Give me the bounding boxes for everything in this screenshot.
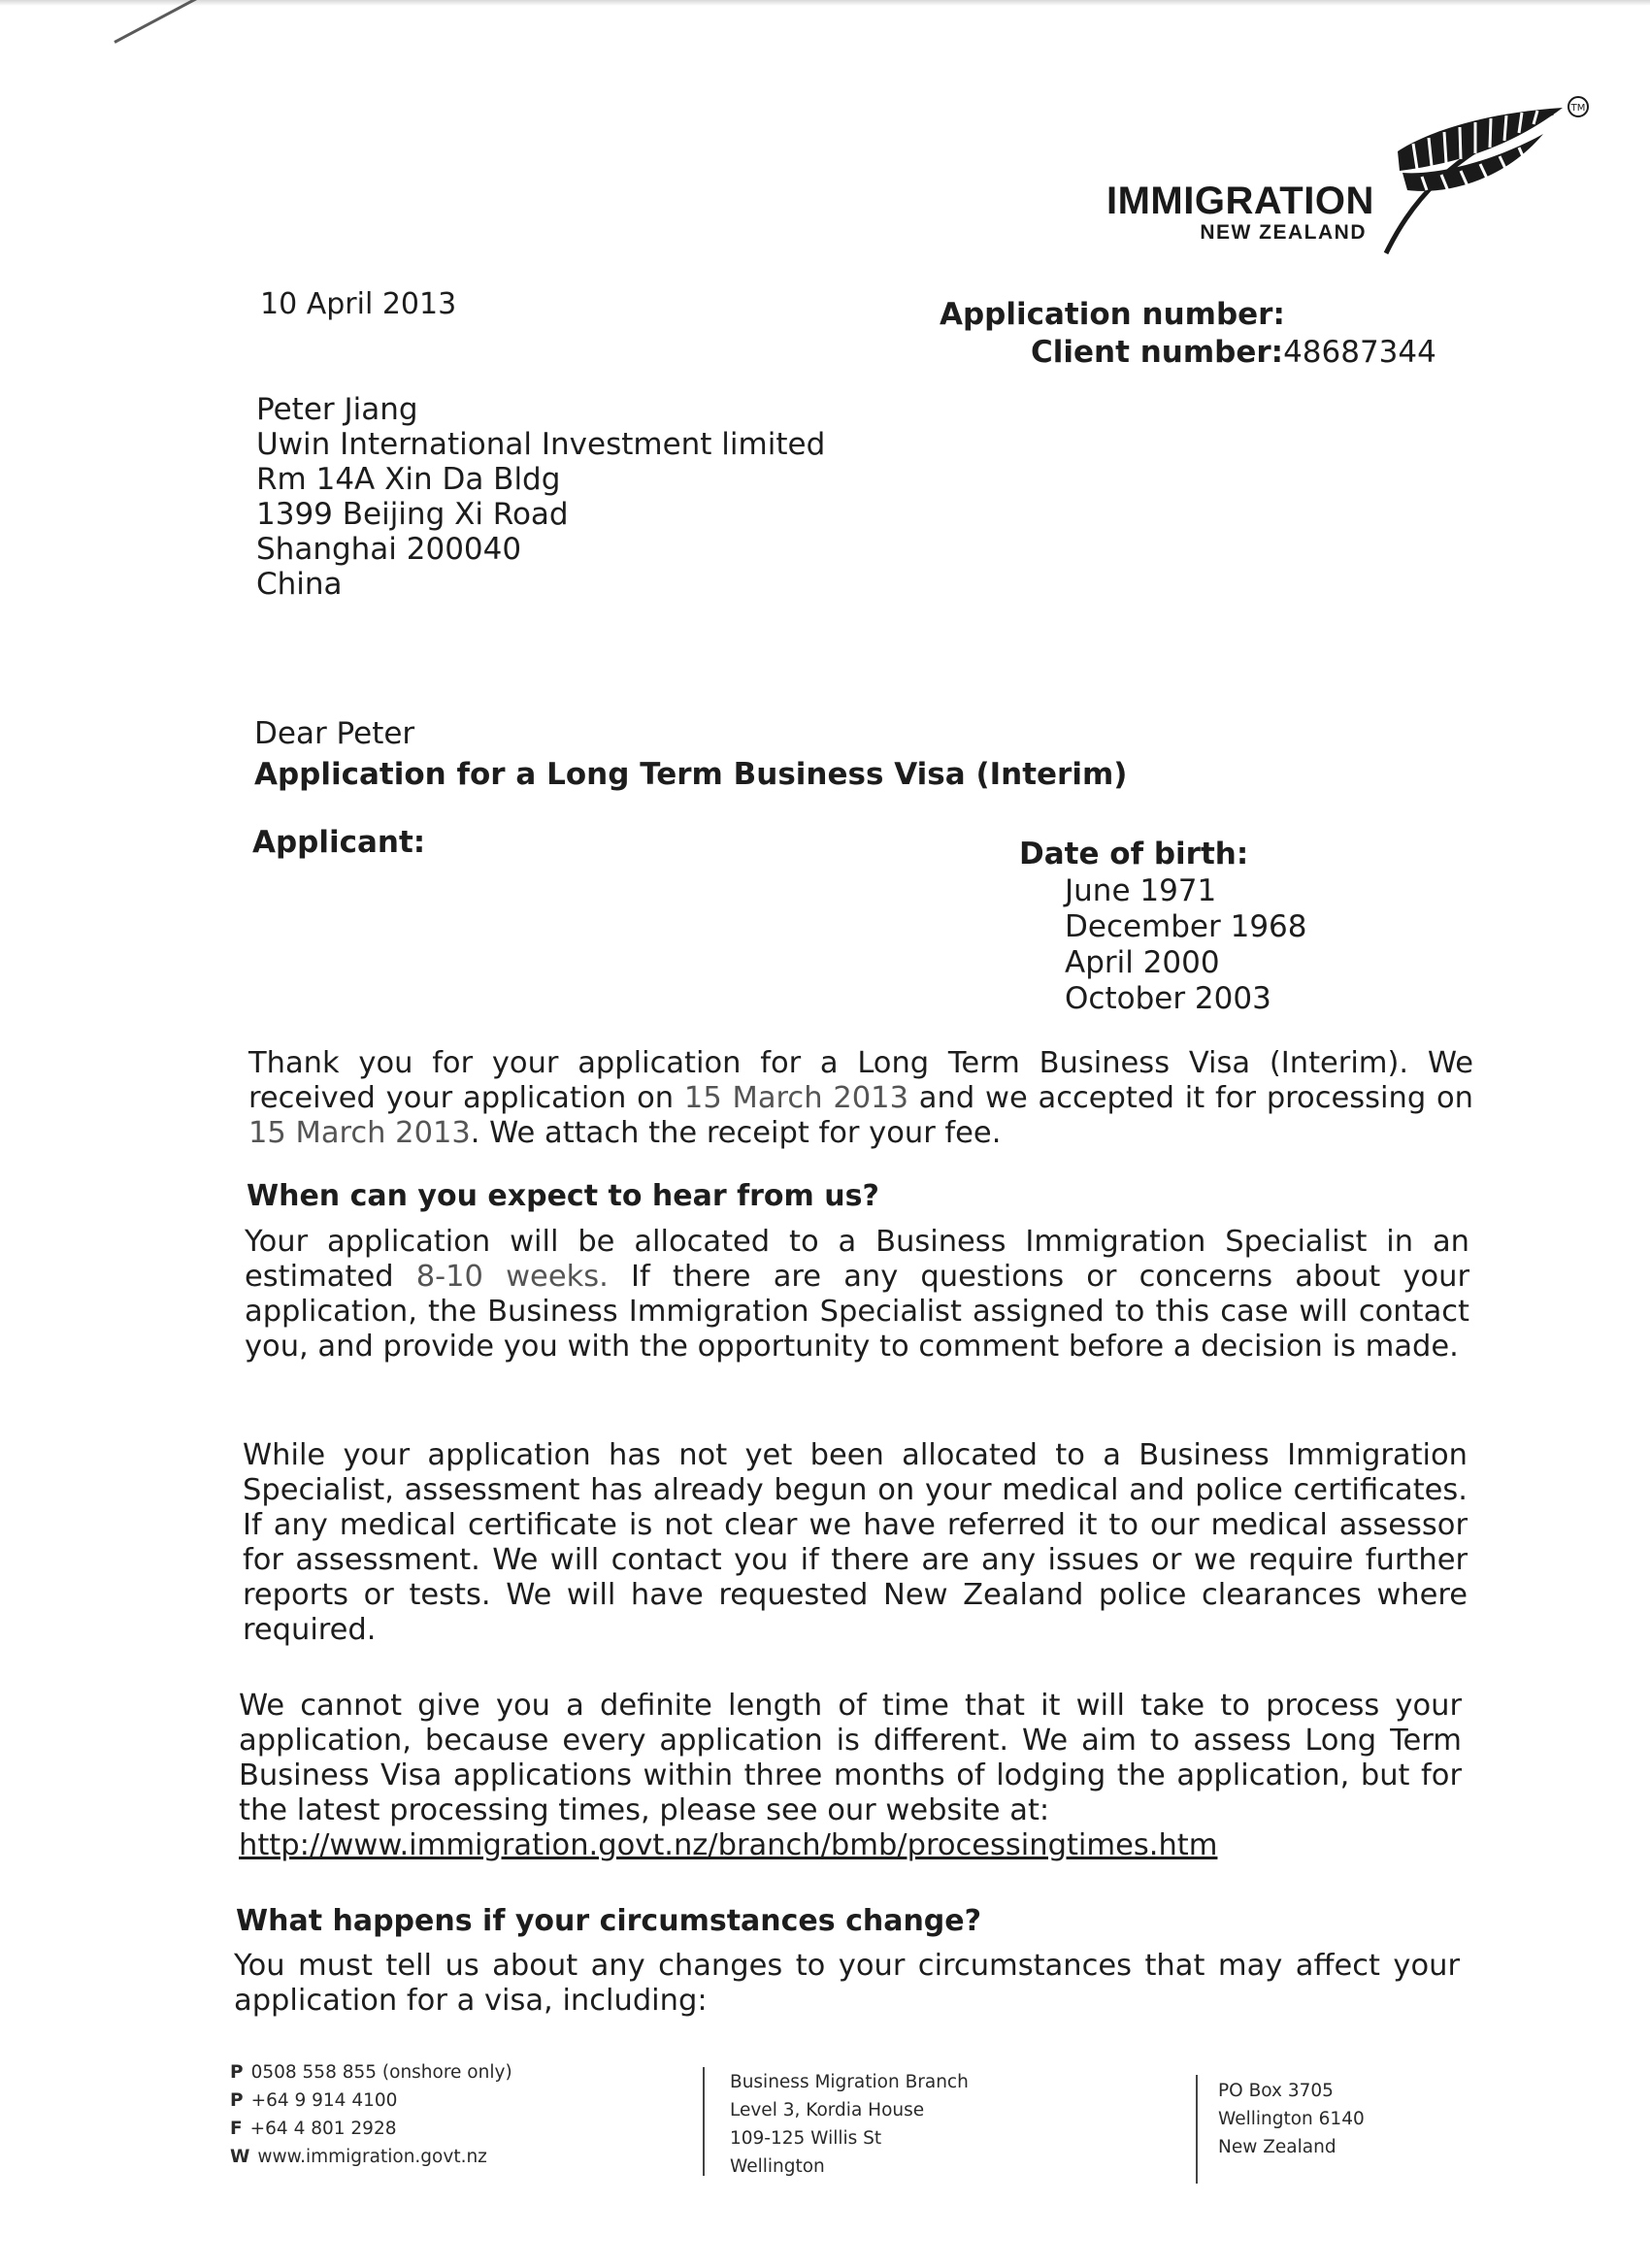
footer-divider	[1196, 2075, 1198, 2184]
silver-fern-icon	[1378, 93, 1592, 258]
postal-line: Wellington 6140	[1218, 2109, 1365, 2129]
dob-item: October 2003	[1065, 981, 1271, 1016]
text: Your application will be allocated to a Business Immigration Specialist in an estimated	[245, 1225, 1469, 1294]
text: Thank you for your application for a Long Term Business Visa (Interim). We received your application on	[248, 1046, 1473, 1115]
contact-value: +64 4 801 2928	[249, 2119, 397, 2139]
client-number-label: Client number:	[1031, 335, 1284, 370]
contact-key: P	[230, 2062, 244, 2083]
contact-value: +64 9 914 4100	[250, 2090, 398, 2111]
postal-line: New Zealand	[1218, 2137, 1336, 2157]
footer-contacts	[230, 2058, 512, 2171]
estimated-weeks: 8-10 weeks.	[415, 1260, 609, 1294]
subject-line: Application for a Long Term Business Visa (Interim)	[254, 757, 1128, 792]
accepted-date: 15 March 2013	[248, 1116, 471, 1150]
scan-edge	[0, 0, 1650, 6]
address-line: Peter Jiang	[256, 392, 418, 427]
postal-line: PO Box 3705	[1218, 2081, 1334, 2101]
contact-key: P	[230, 2090, 244, 2111]
contact-key: W	[230, 2147, 250, 2167]
paragraph-acknowledgement	[248, 1046, 1473, 1151]
logo-subtitle: NEW ZEALAND	[1200, 221, 1367, 244]
dob-item: June 1971	[1065, 873, 1217, 908]
recipient-address	[256, 392, 825, 602]
paragraph-assessment: While your application has not yet been allocated to a Business Immigration Specialist, assessment has already begun on your medical and police certificates. If any medical certificate is not clear we have referred it to our medical assessor for assessment. We will contact you if there are any issues or we require further reports or tests. We will have requested New Zealand police clearances where required.	[243, 1438, 1468, 1647]
dob-list	[1065, 873, 1307, 1017]
logo-title: IMMIGRATION	[1106, 180, 1374, 222]
branch-line: Business Migration Branch	[730, 2072, 969, 2092]
branch-line: 109-125 Willis St	[730, 2128, 882, 2149]
address-line: Shanghai 200040	[256, 532, 522, 567]
contact-value: 0508 558 855 (onshore only)	[250, 2062, 512, 2083]
processing-times-link[interactable]: http://www.immigration.govt.nz/branch/bmb/processingtimes.htm	[239, 1828, 1218, 1862]
contact-key: F	[230, 2119, 243, 2139]
text: . We attach the receipt for your fee.	[470, 1116, 1002, 1150]
received-date: 15 March 2013	[683, 1081, 908, 1115]
text: and we accepted it for processing on	[908, 1081, 1473, 1115]
website-link[interactable]: www.immigration.govt.nz	[257, 2147, 487, 2167]
text: If there are any questions or concerns about your application, the Business Immigration Specialist assigned to this case will contact you, and provide you with the opportunity to comment before a decision is made.	[245, 1260, 1470, 1364]
dob-item: April 2000	[1065, 945, 1220, 980]
logo	[1106, 180, 1374, 245]
address-line: Rm 14A Xin Da Bldg	[256, 462, 561, 497]
footer-postal-address	[1218, 2077, 1365, 2161]
address-line: Uwin International Investment limited	[256, 427, 826, 462]
paragraph-allocation	[245, 1225, 1469, 1364]
branch-line: Wellington	[730, 2156, 825, 2177]
application-number-label: Application number:	[940, 297, 1285, 332]
client-number	[1031, 335, 1436, 370]
address-line: China	[256, 567, 343, 602]
address-line: 1399 Beijing Xi Road	[256, 497, 569, 532]
salutation: Dear Peter	[254, 716, 415, 751]
client-number-value: 48687344	[1283, 335, 1436, 370]
dob-label: Date of birth:	[1019, 837, 1249, 871]
letter-date: 10 April 2013	[260, 287, 457, 321]
heading-circumstances-change: What happens if your circumstances change?	[236, 1904, 982, 1938]
paragraph-circumstances: You must tell us about any changes to your circumstances that may affect your application for a visa, including:	[234, 1949, 1460, 2018]
applicant-label: Applicant:	[252, 825, 426, 860]
paragraph-processing-time	[239, 1689, 1462, 1863]
heading-when-to-expect: When can you expect to hear from us?	[247, 1179, 879, 1213]
branch-line: Level 3, Kordia House	[730, 2100, 925, 2120]
dob-item: December 1968	[1065, 909, 1307, 944]
footer-divider	[703, 2067, 705, 2176]
footer-branch-address	[730, 2068, 969, 2181]
text: We cannot give you a definite length of time that it will take to process your application, because every application is different. We aim to assess Long Term Business Visa applications within three months of lodging the application, but for the latest processing times, please see our website at:	[239, 1689, 1462, 1827]
trademark-symbol: TM	[1570, 103, 1586, 114]
pen-mark	[114, 0, 201, 44]
